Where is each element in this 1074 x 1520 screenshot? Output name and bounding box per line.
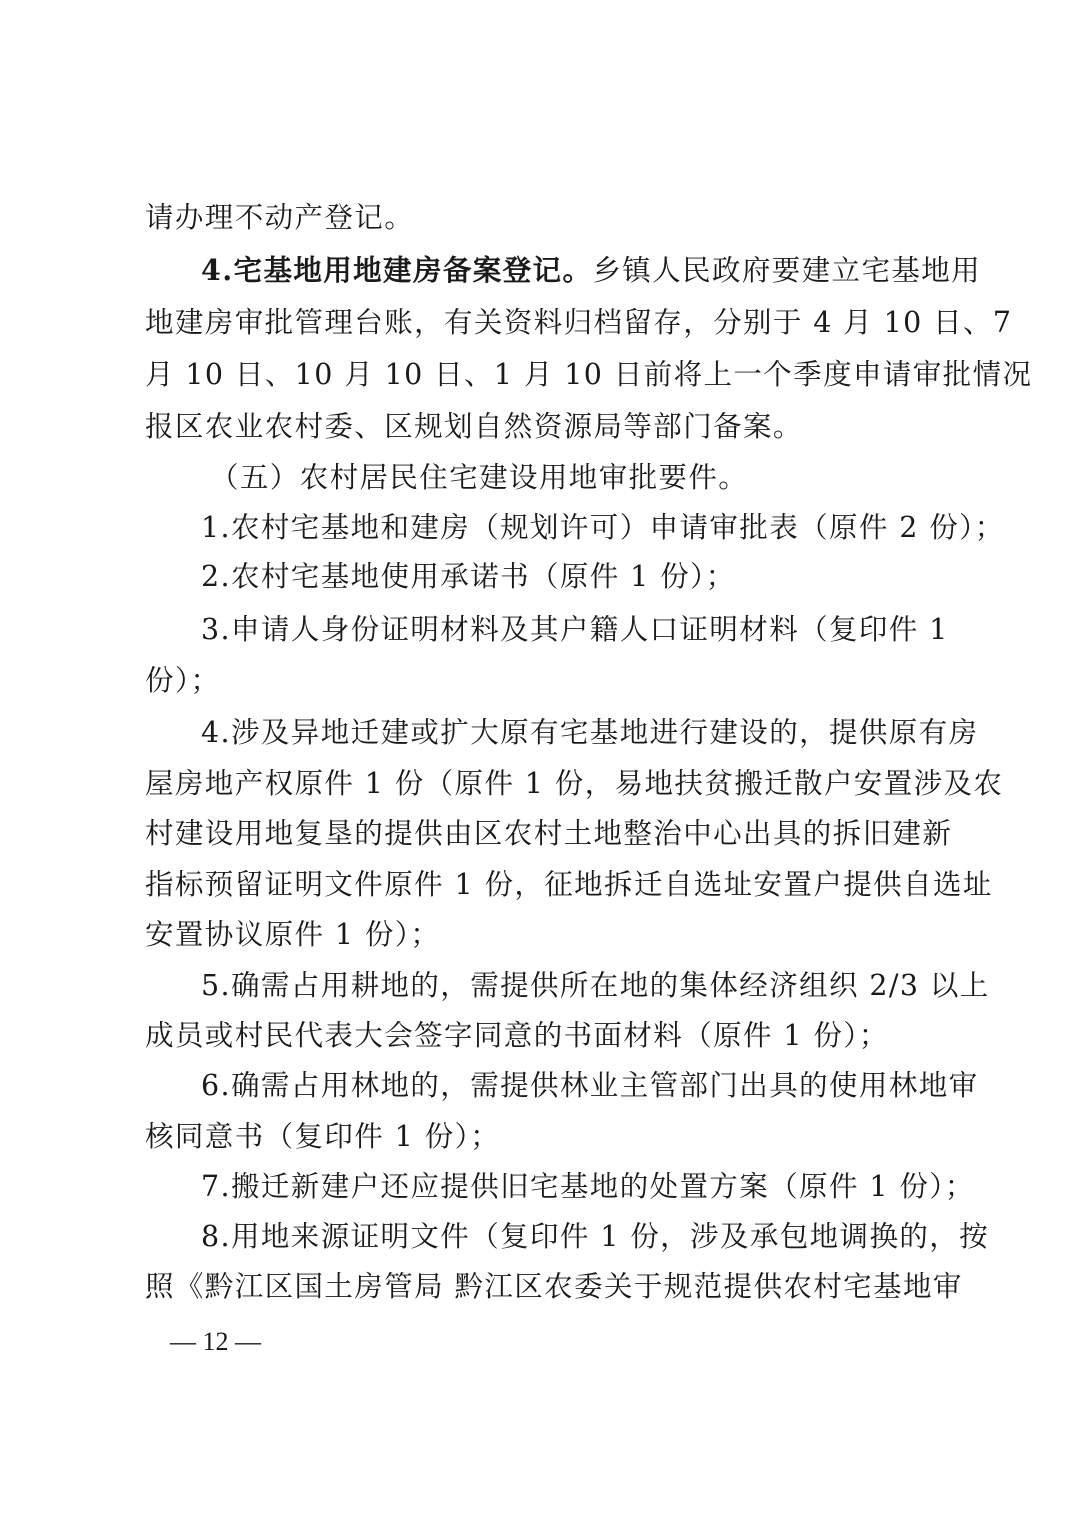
paragraph-line: 指标预留证明文件原件 1 份，征地拆迁自选址安置户提供自选址 [145, 868, 993, 901]
paragraph-line: 月 10 日、10 月 10 日、1 月 10 日前将上一个季度申请审批情况 [145, 358, 1033, 391]
page-number: — 12 — [170, 1327, 261, 1356]
paragraph-line: 报区农业农村委、区规划自然资源局等部门备案。 [145, 410, 803, 443]
paragraph-line: 地建房审批管理台账，有关资料归档留存，分别于 4 月 10 日、7 [145, 306, 1013, 339]
paragraph-line: 请办理不动产登记。 [145, 201, 415, 234]
list-item: 3.申请人身份证明材料及其户籍人口证明材料（复印件 1 [201, 613, 949, 646]
list-item: 8.用地来源证明文件（复印件 1 份，涉及承包地调换的，按 [201, 1220, 990, 1253]
paragraph-line: 4.宅基地用地建房备案登记。乡镇人民政府要建立宅基地用 [201, 253, 982, 287]
section-heading: （五）农村居民住宅建设用地审批要件。 [210, 461, 749, 494]
list-item: 6.确需占用林地的，需提供林业主管部门出具的使用林地审 [201, 1069, 979, 1102]
list-item: 4.涉及异地迁建或扩大原有宅基地进行建设的，提供原有房 [201, 716, 979, 749]
section-heading-inline: 4.宅基地用地建房备案登记。 [201, 253, 593, 287]
paragraph-line: 照《黔江区国土房管局 黔江区农委关于规范提供农村宅基地审 [145, 1270, 963, 1303]
list-item: 2.农村宅基地使用承诺书（原件 1 份）； [201, 560, 736, 593]
paragraph-line: 份）； [145, 664, 221, 697]
paragraph-line: 屋房地产权原件 1 份（原件 1 份，易地扶贫搬迁散户安置涉及农 [145, 767, 1004, 800]
paragraph-line: 安置协议原件 1 份）； [145, 918, 441, 951]
list-item: 1.农村宅基地和建房（规划许可）申请审批表（原件 2 份）； [201, 511, 1005, 544]
paragraph-line: 核同意书（复印件 1 份）； [145, 1120, 501, 1153]
paragraph-line: 成员或村民代表大会签字同意的书面材料（原件 1 份）； [145, 1019, 889, 1052]
list-item: 7.搬迁新建户还应提供旧宅基地的处置方案（原件 1 份）； [201, 1170, 975, 1203]
paragraph-line: 村建设用地复垦的提供由区农村土地整治中心出具的拆旧建新 [145, 817, 953, 850]
list-item: 5.确需占用耕地的，需提供所在地的集体经济组织 2/3 以上 [201, 969, 990, 1002]
